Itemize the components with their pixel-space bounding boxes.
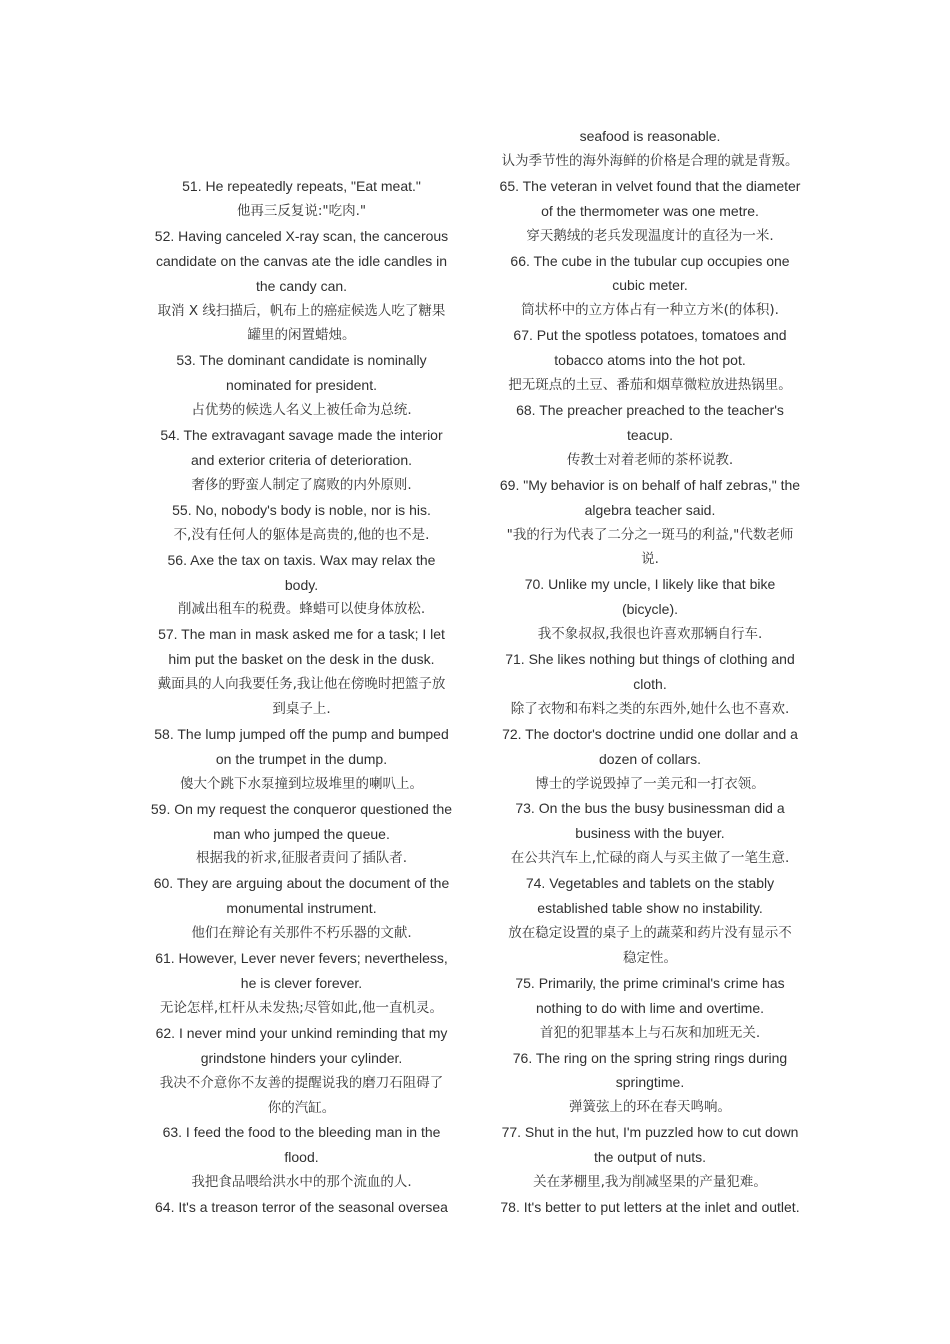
right-chinese-line: 在公共汽车上,忙碌的商人与买主做了一笔生意. [510, 850, 790, 867]
left-chinese-line: 奢侈的野蛮人制定了腐败的内外原则. [191, 476, 412, 493]
right-english-line: 65. The veteran in velvet found that the diameter [499, 177, 801, 194]
right-english-line: cloth. [633, 675, 667, 692]
left-chinese-line: 我把食品喂给洪水中的那个流血的人. [191, 1174, 412, 1191]
right-english-line: springtime. [615, 1074, 685, 1091]
right-english-line: seafood is reasonable. [579, 128, 721, 144]
left-english-line: grindstone hinders your cylinder. [200, 1049, 403, 1066]
right-english-line: 75. Primarily, the prime criminal's crime has [515, 974, 785, 991]
left-english-line: man who jumped the queue. [213, 825, 390, 842]
right-english-line: of the thermometer was one metre. [541, 202, 759, 219]
right-english-line: 71. She likes nothing but things of clothing and [505, 651, 795, 668]
right-chinese-line: 说. [641, 551, 659, 568]
right-english-line: 74. Vegetables and tablets on the stably [525, 875, 775, 892]
right-english-line: established table show no instability. [537, 900, 763, 917]
right-english-line: 72. The doctor's doctrine undid one dollar and a [502, 725, 798, 742]
left-chinese-line: 根据我的祈求,征服者责问了插队者. [195, 850, 408, 867]
left-english-line: flood. [284, 1149, 319, 1166]
left-chinese-line: 罐里的闲置蜡烛。 [247, 327, 356, 344]
right-english-line: 78. It's better to put letters at the inlet and outlet. [500, 1198, 800, 1215]
right-chinese-line: "我的行为代表了二分之一斑马的利益,"代数老师 [506, 526, 794, 543]
left-english-line: 57. The man in mask asked me for a task; I let [158, 626, 445, 643]
left-english-line: 52. Having canceled X-ray scan, the cancerous [154, 227, 449, 244]
right-text-column [490, 124, 810, 1220]
left-text-column [144, 174, 459, 1220]
right-chinese-line: 放在稳定设置的桌子上的蔬菜和药片没有显示不 [508, 925, 792, 941]
left-chinese-line: 我决不介意你不友善的提醒说我的磨刀石阻碍了 [159, 1074, 444, 1091]
right-english-line: 66. The cube in the tubular cup occupies one [510, 252, 790, 269]
right-english-line: 73. On the bus the busy businessman did a [515, 800, 785, 817]
right-english-line: cubic meter. [612, 277, 688, 294]
left-chinese-line: 取消 X 线扫描后，帆布上的癌症候选人吃了糖果 [157, 302, 446, 319]
left-english-line: him put the basket on the desk in the dusk. [168, 651, 435, 668]
left-english-line: 53. The dominant candidate is nominally [176, 352, 427, 369]
right-english-line: algebra teacher said. [584, 501, 716, 518]
right-english-line: 77. Shut in the hut, I'm puzzled how to cut down [501, 1124, 799, 1141]
left-chinese-line: 他们在辩论有关那件不朽乐器的文献. [191, 925, 412, 942]
left-english-line: the candy can. [255, 277, 348, 294]
left-english-line: monumental instrument. [226, 900, 377, 917]
left-english-line: 64. It's a treason terror of the seasonal oversea [155, 1199, 448, 1216]
right-english-line: (bicycle). [621, 601, 678, 618]
left-chinese-line: 他再三反复说:"吃肉." [236, 202, 367, 219]
right-english-line: 69. "My behavior is on behalf of half zebras," the [499, 476, 801, 493]
right-english-line: 70. Unlike my uncle, I likely like that bike [524, 576, 776, 593]
left-english-line: 54. The extravagant savage made the interior [160, 427, 443, 444]
right-chinese-line: 我不象叔叔,我很也许喜欢那辆自行车. [537, 626, 763, 643]
right-english-line: the output of nuts. [593, 1149, 707, 1166]
right-english-line: 68. The preacher preached to the teacher's [516, 401, 784, 418]
left-english-line: 63. I feed the food to the bleeding man in the [162, 1124, 441, 1141]
right-english-line: business with the buyer. [575, 825, 725, 842]
left-english-line: nominated for president. [226, 377, 377, 394]
right-chinese-line: 除了衣物和布料之类的东西外,她什么也不喜欢. [510, 700, 790, 717]
left-english-line: and exterior criteria of deterioration. [191, 451, 412, 468]
left-english-line: 61. However, Lever never fevers; nevertheless, [155, 950, 448, 967]
right-chinese-line: 首犯的犯罪基本上与石灰和加班无关. [539, 1024, 761, 1041]
right-chinese-line: 认为季节性的海外海鲜的价格是合理的就是背叛。 [501, 152, 799, 169]
left-english-line: 60. They are arguing about the document of the [153, 875, 450, 892]
left-chinese-line: 无论怎样,杠杆从未发热;尽管如此,他一直机灵。 [159, 999, 444, 1016]
left-chinese-line: 占优势的候选人名义上被任命为总统. [191, 402, 412, 419]
left-english-line: 62. I never mind your unkind reminding that my [155, 1024, 448, 1041]
left-chinese-line: 你的汽缸。 [267, 1099, 336, 1116]
left-english-line: he is clever forever. [240, 975, 363, 991]
left-chinese-line: 削减出租车的税费。蜂蜡可以使身体放松. [177, 601, 426, 618]
right-english-line: 67. Put the spotless potatoes, tomatoes and [513, 327, 787, 344]
left-chinese-line: 戴面具的人向我要任务,我让他在傍晚时把篮子放 [157, 676, 446, 693]
right-english-line: nothing to do with lime and overtime. [535, 999, 764, 1016]
right-chinese-line: 把无斑点的土豆、番茄和烟草微粒放进热锅里。 [508, 377, 792, 394]
left-english-line: candidate on the canvas ate the idle candles in [155, 252, 448, 269]
right-english-line: teacup. [627, 426, 673, 443]
right-chinese-line: 筒状杯中的立方体占有一种立方米(的体积). [521, 302, 779, 319]
left-english-line: 58. The lump jumped off the pump and bumped [154, 725, 449, 742]
right-chinese-line: 稳定性。 [623, 949, 677, 966]
left-chinese-line: 傻大个跳下水泵撞到垃圾堆里的喇叭上。 [180, 775, 423, 792]
left-english-line: 59. On my request the conqueror questioned the [150, 800, 453, 817]
right-chinese-line: 传教士对着老师的茶杯说教. [566, 451, 734, 468]
left-english-line: 55. No, nobody's body is noble, nor is his. [172, 501, 431, 518]
left-english-line: body. [284, 576, 319, 593]
left-chinese-line: 到桌子上. [272, 701, 331, 718]
left-english-line: 51. He repeatedly repeats, "Eat meat." [182, 178, 421, 194]
right-chinese-line: 穿天鹅绒的老兵发现温度计的直径为一米. [526, 227, 774, 244]
right-english-line: 76. The ring on the spring string rings during [512, 1049, 788, 1066]
right-chinese-line: 弹簧弦上的环在春天鸣响。 [569, 1099, 731, 1116]
right-english-line: dozen of collars. [599, 750, 701, 767]
right-chinese-line: 博士的学说毁掉了一美元和一打衣领。 [535, 775, 765, 792]
left-english-line: 56. Axe the tax on taxis. Wax may relax the [167, 551, 436, 568]
right-chinese-line: 关在茅棚里,我为削减坚果的产量犯难。 [533, 1174, 767, 1191]
left-english-line: on the trumpet in the dump. [215, 750, 388, 767]
right-english-line: tobacco atoms into the hot pot. [554, 352, 746, 369]
left-chinese-line: 不,没有任何人的躯体是高贵的,他的也不是. [173, 526, 430, 543]
